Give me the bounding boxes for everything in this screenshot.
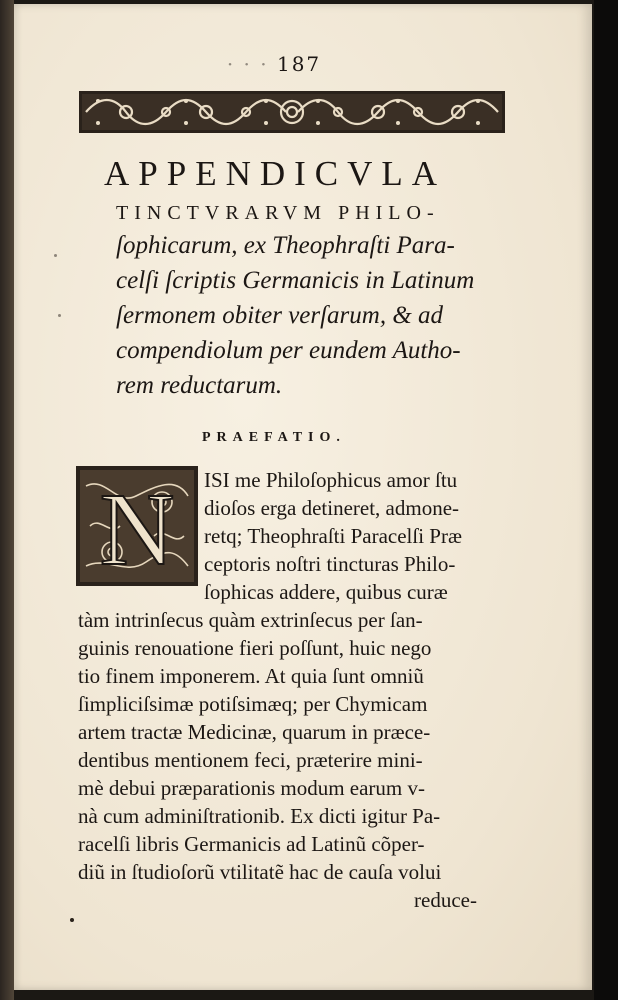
- subtitle-line-4: compendiolum per eundem Autho-: [116, 337, 461, 364]
- ink-speck: [54, 254, 57, 257]
- body-line-7: guinis renouatione fieri poſſunt, huic nego: [78, 636, 432, 660]
- ink-speck: [58, 314, 61, 317]
- page-number-marks: · · ·: [226, 52, 277, 76]
- body-line-10: artem tractæ Medicinæ, quarum in præce-: [78, 720, 431, 744]
- page-number: [204, 52, 344, 76]
- book-edge-right: [594, 0, 618, 1000]
- book-edge-left: [0, 0, 14, 1000]
- body-line-13: nà cum adminiſtrationib. Ex dicti igitur Pa-: [78, 804, 441, 828]
- body-line-14: racelſi libris Germanicis ad Latinũ cõper-: [78, 832, 425, 856]
- body-line-9: ſimpliciſsimæ potiſsimæq; per Chymicam: [78, 692, 428, 716]
- subtitle-line-1: ſophicarum, ex Theophraſti Para-: [116, 232, 455, 259]
- body-line-3: retq; Theophraſti Paracelſi Præ: [204, 524, 462, 548]
- page-number-value: 187: [276, 52, 322, 76]
- subtitle-line-3: ſermonem obiter verſarum, & ad: [116, 302, 444, 329]
- ornament-headpiece: [78, 90, 506, 134]
- section-heading: PRAEFATIO.: [202, 430, 346, 445]
- ink-speck: [70, 918, 74, 922]
- body-line-8: tio finem imponerem. At quia ſunt omniũ: [78, 664, 424, 688]
- body-line-2: dioſos erga detineret, admone-: [204, 496, 460, 520]
- body-line-1: ISI me Philoſophicus amor ſtu: [204, 468, 458, 492]
- body-line-12: mè debui præparationis modum earum v-: [78, 776, 426, 800]
- body-line-4: ceptoris noſtri tincturas Philo-: [204, 552, 456, 576]
- body-line-6: tàm intrinſecus quàm extrinſecus per ſan-: [78, 608, 423, 632]
- subtitle-caps: TINCTVRARVM PHILO-: [116, 202, 440, 224]
- drop-cap-letter: N: [99, 472, 175, 586]
- subtitle-line-5: rem reductarum.: [116, 372, 283, 399]
- page-title: APPENDICVLA: [104, 154, 447, 193]
- drop-cap-ornament: [76, 466, 198, 586]
- subtitle-line-2: celſi ſcriptis Germanicis in Latinum: [116, 267, 475, 294]
- body-line-11: dentibus mentionem feci, præterire mini-: [78, 748, 423, 772]
- book-page: [14, 4, 592, 990]
- body-line-15: diũ in ſtudioſorũ vtilitatẽ hac de cauſa volui: [78, 860, 442, 884]
- catchword: reduce-: [414, 888, 477, 912]
- body-line-5: ſophicas addere, quibus curæ: [204, 580, 448, 604]
